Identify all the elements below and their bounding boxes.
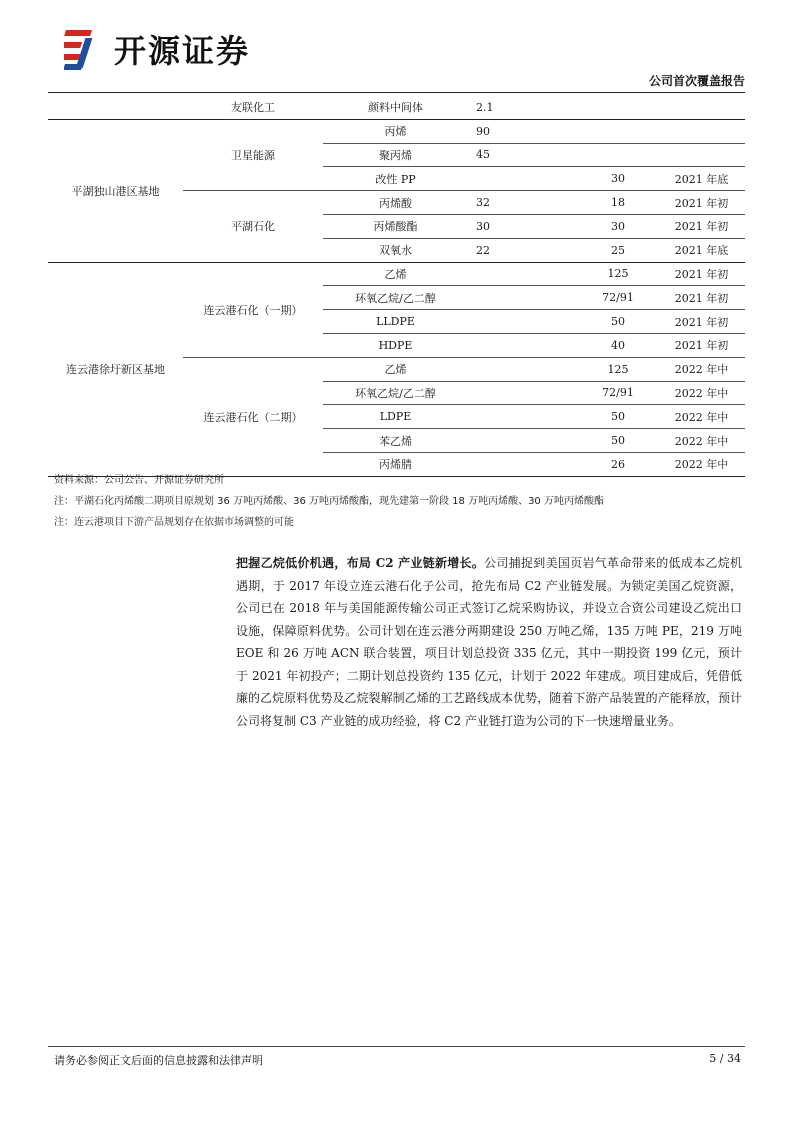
capacity-cell: 30 bbox=[578, 214, 658, 238]
report-type: 公司首次覆盖报告 bbox=[648, 74, 745, 88]
company-cell: 平湖石化 bbox=[183, 191, 323, 262]
footnote-2: 注：连云港项目下游产品规划存在依据市场调整的可能 bbox=[54, 517, 294, 528]
year-cell: 2021 年初 bbox=[658, 310, 745, 334]
capacity-cell: 125 bbox=[578, 262, 658, 286]
capacity-cell: 72/91 bbox=[578, 381, 658, 405]
year-cell: 2022 年中 bbox=[658, 429, 745, 453]
product-cell: 乙烯 bbox=[323, 357, 468, 381]
capacity-cell: 45 bbox=[476, 148, 490, 162]
year-cell: 2022 年中 bbox=[658, 405, 745, 429]
year-cell: 2021 年初 bbox=[658, 191, 745, 215]
footer-divider bbox=[48, 1046, 745, 1047]
paragraph-lead: 把握乙烷低价机遇，布局 C2 产业链新增长。 bbox=[236, 556, 485, 570]
capacity-cell: 50 bbox=[578, 429, 658, 453]
capacity-cell: 125 bbox=[578, 357, 658, 381]
year-cell: 2022 年中 bbox=[658, 357, 745, 381]
company-cell: 友联化工 bbox=[183, 96, 323, 119]
product-cell: 颜料中间体 bbox=[323, 96, 468, 119]
year-cell: 2021 年底 bbox=[658, 238, 745, 262]
product-cell: 乙烯 bbox=[323, 262, 468, 286]
capacity-cell: 22 bbox=[476, 243, 490, 257]
year-cell: 2022 年中 bbox=[658, 452, 745, 476]
table-notes bbox=[54, 470, 604, 533]
product-cell: LLDPE bbox=[323, 310, 468, 334]
product-cell: 双氧水 bbox=[323, 238, 468, 262]
product-cell: 丙烯酸 bbox=[323, 191, 468, 215]
capacity-cell: 2.1 bbox=[476, 100, 494, 114]
product-cell: 改性 PP bbox=[323, 167, 468, 191]
capacity-cell: 30 bbox=[578, 167, 658, 191]
capacity-cell bbox=[578, 143, 658, 167]
page-number: 5 / 34 bbox=[709, 1052, 741, 1065]
header-divider bbox=[48, 92, 745, 93]
paragraph-body: 公司捕捉到美国页岩气革命带来的低成本乙烷机遇期，于 2017 年设立连云港石化子公司，抢先布局 C2 产业链发展。为锁定美国乙烷资源，公司已在 2018 年与美国能源传输公司正式签订乙烷采购协议，并设立合资公司建设乙烷出口设施，保障原料优势。公司计划在连云港分两期建设 250 万吨乙烯，135 万吨 PE，219 万吨 EOE 和 26 万吨 ACN 联合装置，项目计划总投资 335 亿元，其中一期投资 199 亿元，预计于 2021 年初投产；二期计划总投资约 135 亿元，计划于 2022 年建成。项目建成后，凭借低廉的乙烷原料优势及乙烷裂解制乙烯的工艺路线成本优势，随着下游产品装置的产能释放，预计公司将复制 C3 产业链的成功经验，将 C2 产业链打造为公司的下一快速增量业务。 bbox=[236, 556, 742, 728]
year-cell: 2021 年初 bbox=[658, 214, 745, 238]
project-table bbox=[48, 96, 745, 477]
year-cell bbox=[658, 143, 745, 167]
capacity-cell: 72/91 bbox=[578, 286, 658, 310]
base-cell: 连云港徐圩新区基地 bbox=[48, 262, 183, 476]
capacity-cell: 25 bbox=[578, 238, 658, 262]
year-cell bbox=[658, 119, 745, 143]
year-cell: 2021 年初 bbox=[658, 262, 745, 286]
year-cell: 2021 年初 bbox=[658, 333, 745, 357]
product-cell: 环氧乙烷/乙二醇 bbox=[323, 381, 468, 405]
product-cell: 环氧乙烷/乙二醇 bbox=[323, 286, 468, 310]
year-cell bbox=[658, 96, 745, 119]
product-cell: 丙烯腈 bbox=[323, 452, 468, 476]
capacity-cell bbox=[578, 119, 658, 143]
capacity-cell: 30 bbox=[476, 219, 490, 233]
product-cell: 苯乙烯 bbox=[323, 429, 468, 453]
body-paragraph bbox=[236, 552, 742, 732]
logo-text: 开源证券 bbox=[114, 32, 251, 70]
company-cell: 连云港石化（一期） bbox=[183, 262, 323, 357]
footer-disclaimer: 请务必参阅正文后面的信息披露和法律声明 bbox=[54, 1054, 263, 1067]
product-cell: LDPE bbox=[323, 405, 468, 429]
table-row bbox=[48, 119, 745, 143]
capacity-cell: 50 bbox=[578, 310, 658, 334]
product-cell: 丙烯酸酯 bbox=[323, 214, 468, 238]
year-cell: 2021 年底 bbox=[658, 167, 745, 191]
capacity-cell: 32 bbox=[476, 196, 490, 210]
capacity-cell: 18 bbox=[578, 191, 658, 215]
footnote-1: 注：平湖石化丙烯酸二期项目原规划 36 万吨丙烯酸、36 万吨丙烯酸酯，现先建第一阶段 18 万吨丙烯酸、30 万吨丙烯酸酯 bbox=[54, 496, 604, 507]
company-cell: 卫星能源 bbox=[183, 119, 323, 190]
company-cell: 连云港石化（二期） bbox=[183, 357, 323, 476]
table-row bbox=[48, 96, 745, 119]
table-row bbox=[48, 262, 745, 286]
product-cell: 丙烯 bbox=[323, 119, 468, 143]
source-note: 资料来源：公司公告、开源证券研究所 bbox=[54, 475, 224, 486]
capacity-cell: 50 bbox=[578, 405, 658, 429]
brand-logo bbox=[64, 24, 250, 74]
product-cell: 聚丙烯 bbox=[323, 143, 468, 167]
year-cell: 2022 年中 bbox=[658, 381, 745, 405]
capacity-cell: 90 bbox=[476, 124, 490, 138]
product-cell: HDPE bbox=[323, 333, 468, 357]
capacity-cell: 40 bbox=[578, 333, 658, 357]
year-cell: 2021 年初 bbox=[658, 286, 745, 310]
logo-mark-icon bbox=[64, 24, 108, 74]
capacity-cell: 26 bbox=[578, 452, 658, 476]
capacity-cell bbox=[578, 96, 658, 119]
base-cell: 平湖独山港区基地 bbox=[48, 119, 183, 262]
